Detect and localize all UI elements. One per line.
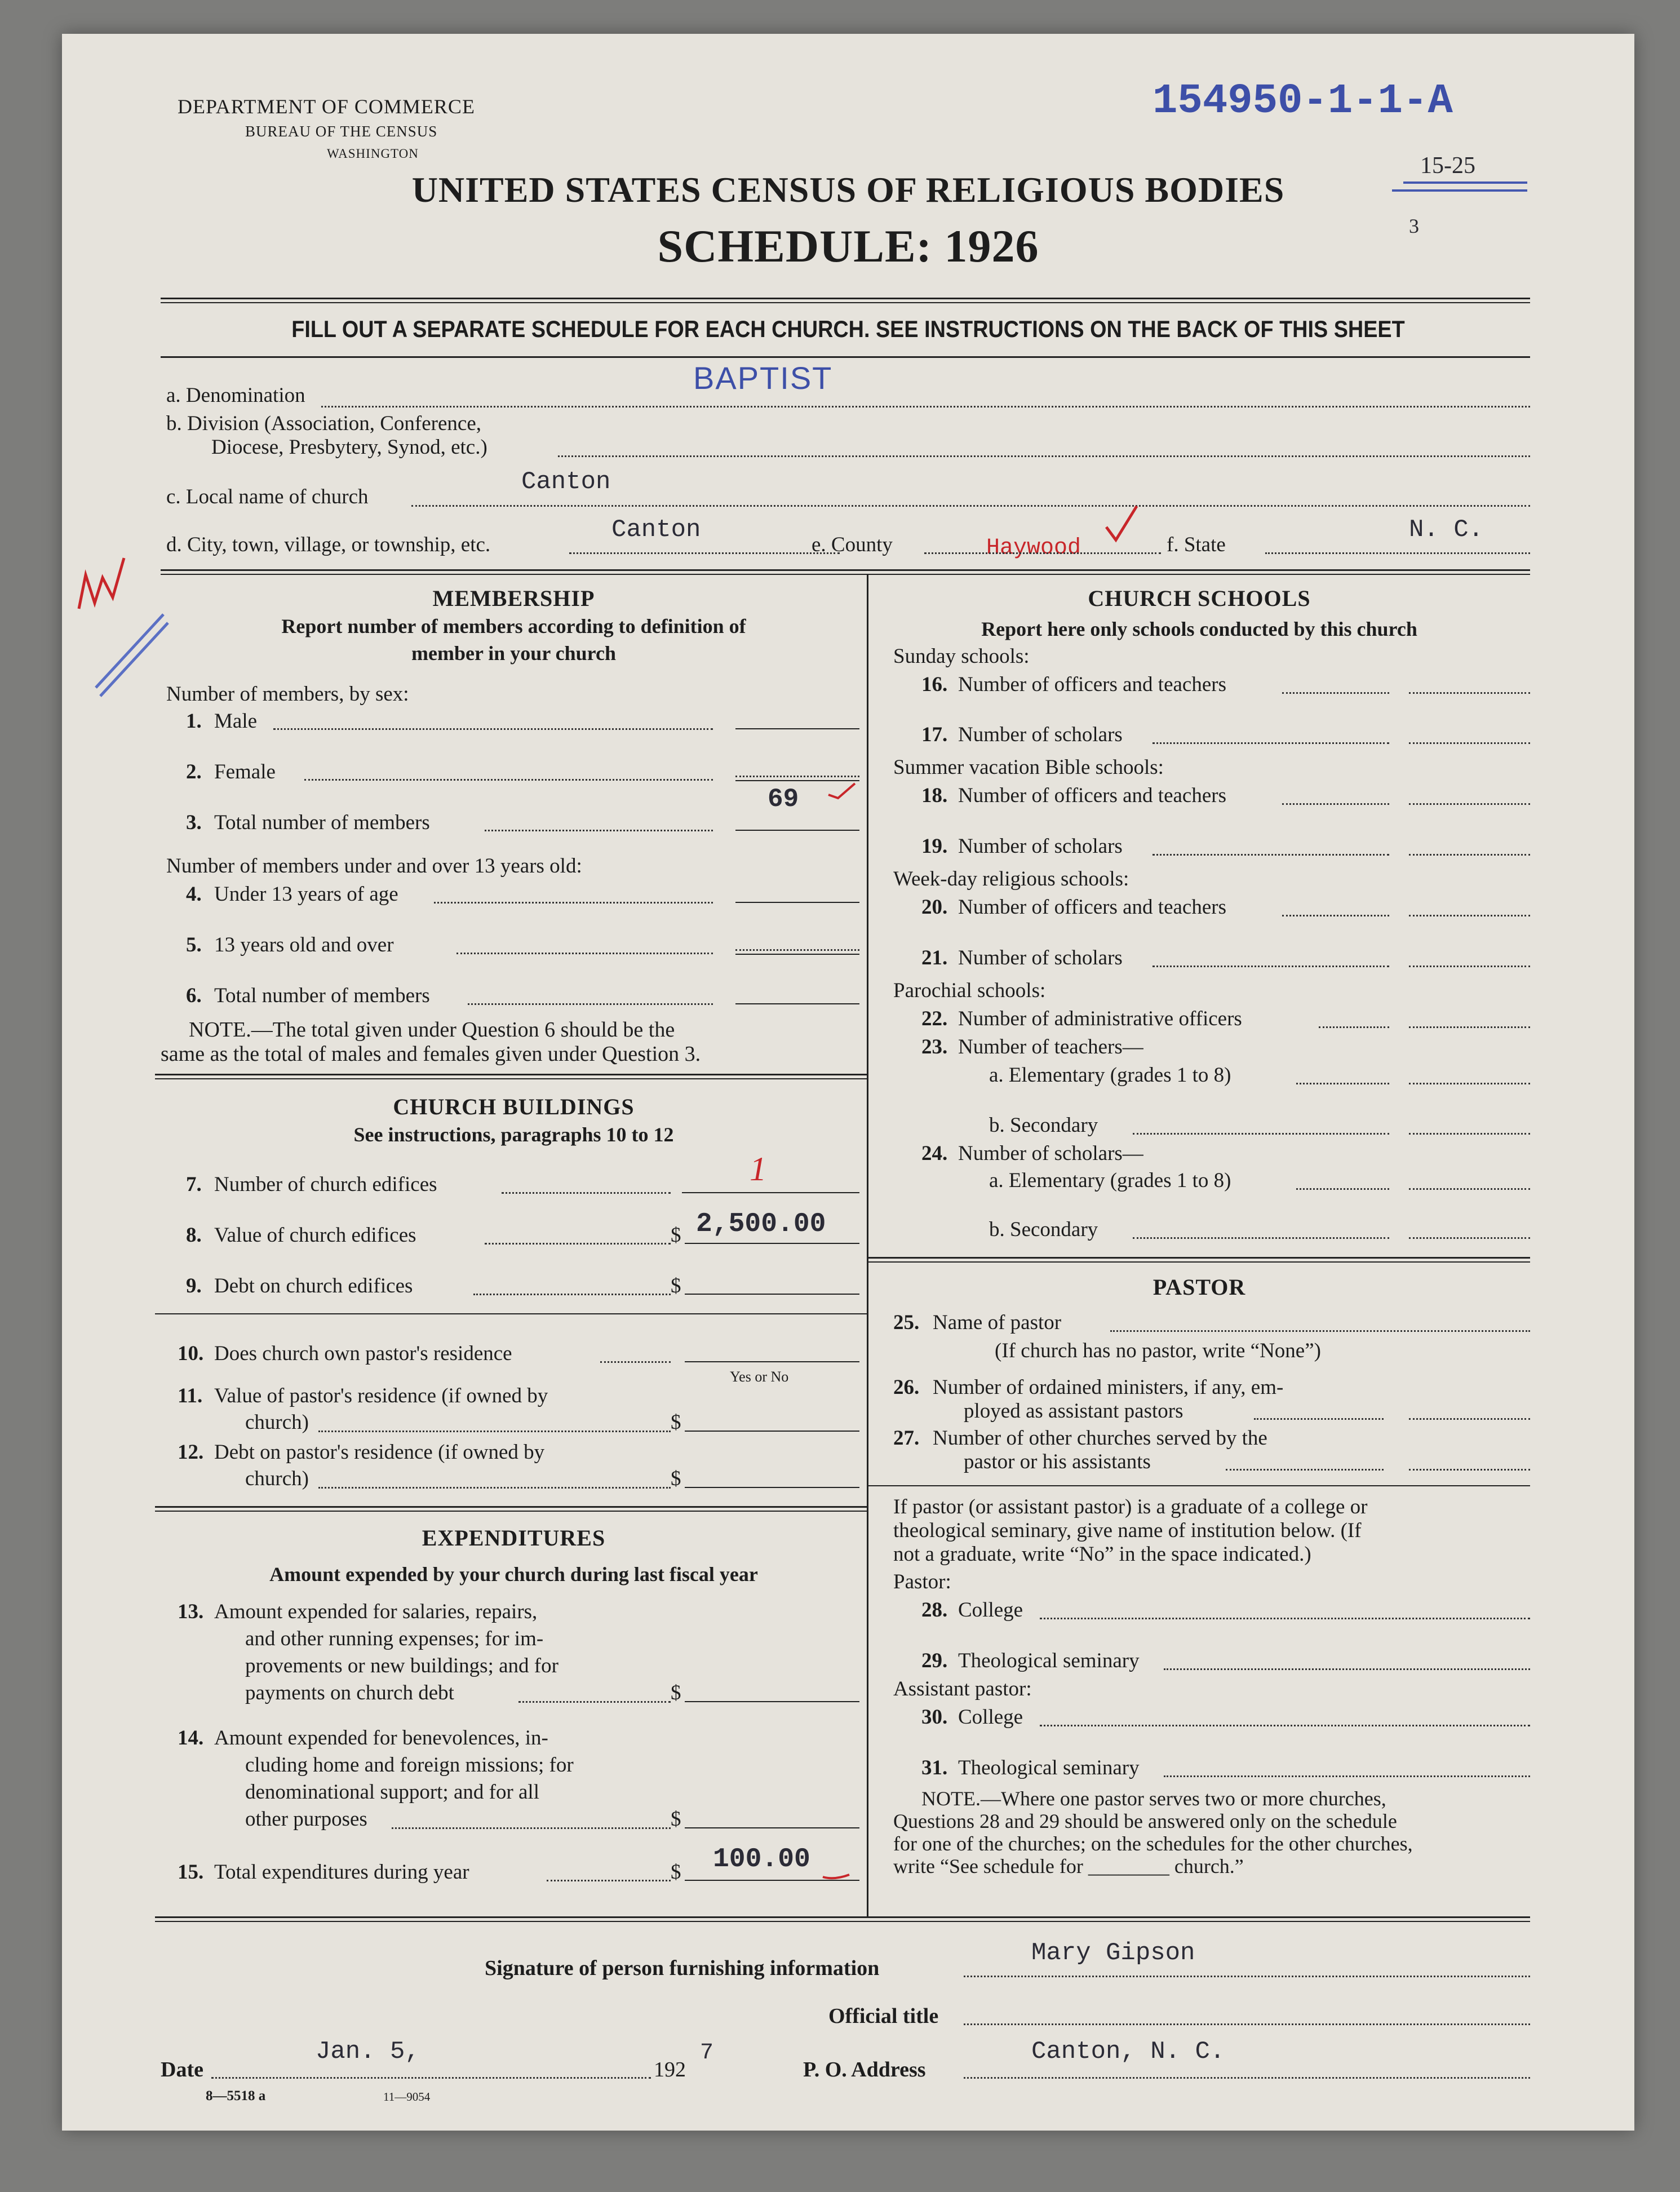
- q1-label: Male: [214, 710, 258, 733]
- q17-answer-line: [1409, 742, 1530, 744]
- q24-number: 24.: [921, 1142, 948, 1165]
- q14-line-3: denominational support; and for all: [245, 1781, 539, 1804]
- q22-number: 22.: [921, 1007, 948, 1030]
- q14-line-4: other purposes: [245, 1808, 367, 1831]
- q31-answer-line: [1164, 1775, 1530, 1777]
- q21-answer-line: [1409, 966, 1530, 967]
- q5-label: 13 years old and over: [214, 933, 394, 956]
- division-label-1: b. Division (Association, Conference,: [166, 412, 481, 435]
- q1-answer-line: [735, 728, 859, 729]
- q7-number: 7.: [186, 1173, 202, 1196]
- q20-number: 20.: [921, 896, 948, 919]
- by-sex-label: Number of members, by sex:: [166, 683, 409, 706]
- q6-label: Total number of members: [214, 984, 430, 1007]
- county-label: e. County: [812, 533, 893, 556]
- q8-value: 2,500.00: [696, 1209, 826, 1239]
- q2-label: Female: [214, 760, 276, 783]
- page-title: UNITED STATES CENSUS OF RELIGIOUS BODIES: [411, 170, 1285, 210]
- q6-number: 6.: [186, 984, 202, 1007]
- q14-number: 14.: [178, 1726, 204, 1750]
- sunday-label: Sunday schools:: [893, 645, 1030, 668]
- stamp-number: 154950-1-1-A: [1152, 78, 1453, 125]
- q24a-leader: [1296, 1188, 1389, 1190]
- q26-label-2: ployed as assistant pastors: [964, 1400, 1183, 1423]
- q31-number: 31.: [921, 1756, 948, 1779]
- q11-label-1: Value of pastor's residence (if owned by: [214, 1384, 548, 1407]
- bureau-label: BUREAU OF THE CENSUS: [245, 123, 438, 140]
- q15-number: 15.: [178, 1861, 204, 1884]
- q2-answer-line-a: [735, 776, 859, 777]
- q27-number: 27.: [893, 1427, 920, 1450]
- q25-label: Name of pastor: [933, 1311, 1062, 1334]
- q8-answer-line: [685, 1243, 859, 1244]
- denomination-label: a. Denomination: [166, 384, 305, 407]
- q13-line-4: payments on church debt: [245, 1681, 454, 1704]
- summer-label: Summer vacation Bible schools:: [893, 756, 1164, 779]
- q22-label: Number of administrative officers: [958, 1007, 1242, 1030]
- po-address-value: Canton, N. C.: [1031, 2038, 1225, 2066]
- q29-number: 29.: [921, 1649, 948, 1672]
- q24-label: Number of scholars—: [958, 1142, 1143, 1165]
- q19-answer-line: [1409, 854, 1530, 856]
- q11-answer-line: [685, 1431, 859, 1432]
- q11-leader: [318, 1431, 671, 1432]
- q7-value: 1: [750, 1150, 766, 1188]
- q15-answer-line: [685, 1880, 859, 1881]
- city-label: WASHINGTON: [327, 147, 419, 161]
- q30-number: 30.: [921, 1706, 948, 1729]
- pastor-note-1: NOTE.—Where one pastor serves two or more churches,: [921, 1787, 1386, 1810]
- weekday-label: Week-day religious schools:: [893, 867, 1129, 891]
- pastor-sub-label: Pastor:: [893, 1570, 951, 1593]
- expenditures-heading: EXPENDITURES: [422, 1525, 606, 1551]
- schools-sub: Report here only schools conducted by this church: [981, 618, 1417, 640]
- q19-leader: [1152, 854, 1389, 856]
- q15-dollar: $: [671, 1861, 681, 1884]
- q6-answer-line: [735, 1003, 859, 1004]
- q3-value: 69: [768, 785, 799, 814]
- division-line: [558, 455, 1530, 457]
- q27-answer-line: [1409, 1469, 1530, 1471]
- expenditures-sub: Amount expended by your church during last fiscal year: [269, 1563, 758, 1586]
- q11-dollar: $: [671, 1411, 681, 1434]
- q5-leader: [456, 953, 713, 954]
- q9-answer-line: [685, 1294, 859, 1295]
- q17-label: Number of scholars: [958, 723, 1123, 746]
- q7-answer-line: [682, 1192, 859, 1193]
- q30-answer-line: [1040, 1725, 1530, 1726]
- q14-leader: [392, 1827, 671, 1829]
- q18-label: Number of officers and teachers: [958, 784, 1226, 807]
- city-value: Canton: [611, 516, 701, 544]
- rule-bottom-2: [155, 1921, 1530, 1922]
- q14-dollar: $: [671, 1808, 681, 1831]
- q24-elementary-label: a. Elementary (grades 1 to 8): [989, 1169, 1231, 1192]
- q27-label-1: Number of other churches served by the: [933, 1427, 1267, 1450]
- q24-secondary-label: b. Secondary: [989, 1218, 1098, 1241]
- q4-number: 4.: [186, 883, 202, 906]
- q4-label: Under 13 years of age: [214, 883, 398, 906]
- rule-top-1: [161, 298, 1530, 299]
- official-title-label: Official title: [828, 2004, 939, 2028]
- q25-number: 25.: [893, 1311, 920, 1334]
- q13-number: 13.: [178, 1600, 204, 1623]
- q23b-leader: [1133, 1133, 1389, 1135]
- q9-dollar: $: [671, 1274, 681, 1298]
- print-code: 11—9054: [383, 2090, 431, 2104]
- parochial-label: Parochial schools:: [893, 979, 1046, 1002]
- q24a-answer-line: [1409, 1188, 1530, 1190]
- denomination-value: BAPTIST: [693, 360, 833, 396]
- rule-top-2: [161, 302, 1530, 303]
- membership-note-2: same as the total of males and females given under Question 3.: [161, 1042, 701, 1066]
- county-line: [924, 552, 1161, 554]
- q20-leader: [1282, 915, 1389, 916]
- denomination-line: [321, 406, 1530, 408]
- q8-dollar: $: [671, 1224, 681, 1247]
- q25-note: (If church has no pastor, write “None”): [995, 1339, 1321, 1362]
- schools-heading: CHURCH SCHOOLS: [1088, 586, 1311, 611]
- rule-bottom-1: [155, 1916, 1530, 1918]
- pastor-note-2: Questions 28 and 29 should be answered only on the schedule: [893, 1810, 1397, 1832]
- q8-number: 8.: [186, 1224, 202, 1247]
- date-value: Jan. 5,: [316, 2038, 420, 2066]
- q23-elementary-label: a. Elementary (grades 1 to 8): [989, 1064, 1231, 1087]
- grad-instruction-1: If pastor (or assistant pastor) is a graduate of a college or: [893, 1495, 1368, 1518]
- q9-leader: [473, 1294, 671, 1295]
- q24b-answer-line: [1409, 1237, 1530, 1239]
- membership-heading: MEMBERSHIP: [432, 586, 595, 611]
- q23-label: Number of teachers—: [958, 1035, 1143, 1059]
- q26-number: 26.: [893, 1376, 920, 1399]
- q28-number: 28.: [921, 1598, 948, 1622]
- q12-number: 12.: [178, 1441, 204, 1464]
- by-age-label: Number of members under and over 13 years old:: [166, 854, 582, 878]
- q25-answer-line: [1110, 1330, 1530, 1332]
- q29-answer-line: [1164, 1668, 1530, 1670]
- pastor-note-4: write “See schedule for ________ church.”: [893, 1855, 1244, 1877]
- state-value: N. C.: [1409, 516, 1484, 544]
- q20-label: Number of officers and teachers: [958, 896, 1226, 919]
- rule-buildings-mid: [155, 1313, 867, 1314]
- q26-answer-line: [1409, 1418, 1530, 1420]
- rule-ident-1: [161, 569, 1530, 571]
- q15-value: 100.00: [713, 1844, 810, 1875]
- signature-line: [964, 1976, 1530, 1977]
- q15-leader: [547, 1880, 671, 1881]
- q7-leader: [502, 1192, 671, 1194]
- q10-label: Does church own pastor's residence: [214, 1342, 512, 1365]
- q30-label: College: [958, 1706, 1023, 1729]
- county-value: Haywood: [986, 535, 1081, 561]
- year-prefix: 192: [654, 2058, 686, 2082]
- q10-answer-line: [685, 1361, 859, 1362]
- q4-leader: [434, 902, 713, 904]
- page-subtitle: SCHEDULE: 1926: [657, 220, 1039, 272]
- local-name-value: Canton: [521, 468, 611, 496]
- q9-number: 9.: [186, 1274, 202, 1298]
- q29-label: Theological seminary: [958, 1649, 1140, 1672]
- q26-label-1: Number of ordained ministers, if any, em-: [933, 1376, 1284, 1399]
- q6-leader: [468, 1003, 713, 1005]
- q16-answer-line: [1409, 692, 1530, 694]
- q12-label-1: Debt on pastor's residence (if owned by: [214, 1441, 545, 1464]
- q2-leader: [304, 779, 713, 781]
- q1-number: 1.: [186, 710, 202, 733]
- column-divider: [867, 575, 868, 1918]
- rule-ident-2: [161, 574, 1530, 575]
- q4-answer-line: [735, 902, 859, 903]
- code-top: 15-25: [1420, 153, 1475, 179]
- q7-label: Number of church edifices: [214, 1173, 437, 1196]
- q20-answer-line: [1409, 915, 1530, 916]
- q21-label: Number of scholars: [958, 946, 1123, 969]
- membership-note-1: NOTE.—The total given under Question 6 should be the: [189, 1018, 675, 1042]
- q5-number: 5.: [186, 933, 202, 956]
- signature-label: Signature of person furnishing information: [485, 1956, 880, 1980]
- q19-number: 19.: [921, 835, 948, 858]
- q13-leader: [518, 1701, 671, 1703]
- q26-leader: [1254, 1418, 1384, 1420]
- q23b-answer-line: [1409, 1133, 1530, 1135]
- q12-answer-line: [685, 1487, 859, 1488]
- rule-buildings-2: [155, 1511, 867, 1512]
- q28-label: College: [958, 1598, 1023, 1622]
- q22-leader: [1319, 1026, 1389, 1028]
- official-title-line: [964, 2023, 1530, 2025]
- q24b-leader: [1133, 1237, 1389, 1239]
- department-label: DEPARTMENT OF COMMERCE: [178, 95, 475, 118]
- q18-leader: [1282, 803, 1389, 805]
- q12-leader: [318, 1487, 671, 1489]
- po-address-label: P. O. Address: [803, 2058, 926, 2082]
- q28-answer-line: [1040, 1618, 1530, 1619]
- rule-membership-1: [155, 1074, 867, 1075]
- q14-answer-line: [685, 1827, 859, 1828]
- q3-check-mark: [826, 779, 859, 801]
- q9-label: Debt on church edifices: [214, 1274, 413, 1298]
- city-label: d. City, town, village, or township, etc.: [166, 533, 491, 556]
- year-suffix: 7: [700, 2040, 714, 2066]
- q19-label: Number of scholars: [958, 835, 1123, 858]
- rule-schools-1: [868, 1257, 1530, 1259]
- q1-leader: [273, 728, 713, 730]
- county-check-mark: [1102, 502, 1141, 547]
- rule-membership-2: [155, 1078, 867, 1079]
- date-line: [211, 2077, 651, 2079]
- q3-leader: [485, 830, 713, 831]
- q27-label-2: pastor or his assistants: [964, 1450, 1151, 1473]
- q27-leader: [1226, 1469, 1384, 1471]
- q13-dollar: $: [671, 1681, 681, 1704]
- q23a-answer-line: [1409, 1083, 1530, 1084]
- q15-label: Total expenditures during year: [214, 1861, 469, 1884]
- rule-top-3: [161, 356, 1530, 358]
- grad-instruction-2: theological seminary, give name of institution below. (If: [893, 1519, 1362, 1542]
- buildings-heading: CHURCH BUILDINGS: [393, 1094, 635, 1119]
- q17-leader: [1152, 742, 1389, 744]
- q14-line-2: cluding home and foreign missions; for: [245, 1753, 574, 1777]
- local-name-line: [411, 505, 1530, 507]
- q8-label: Value of church edifices: [214, 1224, 416, 1247]
- q16-label: Number of officers and teachers: [958, 673, 1226, 696]
- local-name-label: c. Local name of church: [166, 485, 369, 508]
- q13-line-3: provements or new buildings; and for: [245, 1654, 558, 1677]
- q10-leader: [600, 1361, 671, 1363]
- form-code: 8—5518 a: [206, 2088, 266, 2104]
- q31-label: Theological seminary: [958, 1756, 1140, 1779]
- q23-number: 23.: [921, 1035, 948, 1059]
- state-line: [1265, 552, 1530, 554]
- state-label: f. State: [1167, 533, 1226, 556]
- city-line: [569, 552, 840, 554]
- q3-number: 3.: [186, 811, 202, 834]
- q10-number: 10.: [178, 1342, 204, 1365]
- q18-number: 18.: [921, 784, 948, 807]
- q5-answer-line-a: [735, 949, 859, 951]
- q14-line-1: Amount expended for benevolences, in-: [214, 1726, 548, 1750]
- q15-red-mark: [820, 1860, 854, 1883]
- rule-buildings-1: [155, 1506, 867, 1508]
- q13-answer-line: [685, 1701, 859, 1702]
- buildings-sub: See instructions, paragraphs 10 to 12: [353, 1123, 674, 1146]
- q12-dollar: $: [671, 1467, 681, 1490]
- q22-answer-line: [1409, 1026, 1530, 1028]
- q16-leader: [1282, 692, 1389, 694]
- fill-instruction: FILL OUT A SEPARATE SCHEDULE FOR EACH CHURCH. SEE INSTRUCTIONS ON THE BACK OF THIS SHEET: [291, 316, 1405, 342]
- q3-answer-line: [735, 830, 859, 831]
- date-label: Date: [161, 2058, 203, 2082]
- q23a-leader: [1296, 1083, 1389, 1084]
- yes-no-hint: Yes or No: [730, 1369, 789, 1385]
- signature-value: Mary Gipson: [1031, 1939, 1195, 1967]
- grad-instruction-3: not a graduate, write “No” in the space indicated.): [893, 1543, 1311, 1566]
- po-address-line: [964, 2077, 1530, 2079]
- q21-leader: [1152, 966, 1389, 967]
- q11-number: 11.: [178, 1384, 203, 1407]
- rule-pastor-mid: [868, 1485, 1530, 1486]
- q21-number: 21.: [921, 946, 948, 969]
- q13-line-2: and other running expenses; for im-: [245, 1627, 544, 1650]
- pastor-heading: PASTOR: [1152, 1274, 1246, 1300]
- q16-number: 16.: [921, 673, 948, 696]
- q3-label: Total number of members: [214, 811, 430, 834]
- division-label-2: Diocese, Presbytery, Synod, etc.): [211, 436, 487, 459]
- rule-schools-2: [868, 1261, 1530, 1263]
- census-schedule-sheet: [62, 34, 1634, 2131]
- membership-intro-1: Report number of members according to definition of: [281, 615, 746, 637]
- q18-answer-line: [1409, 803, 1530, 805]
- q11-label-2: church): [245, 1411, 309, 1434]
- membership-intro-2: member in your church: [411, 642, 616, 665]
- q13-line-1: Amount expended for salaries, repairs,: [214, 1600, 538, 1623]
- assistant-pastor-label: Assistant pastor:: [893, 1677, 1032, 1701]
- code-bottom: 3: [1409, 215, 1419, 237]
- q5-answer-line: [735, 954, 859, 955]
- q23-secondary-label: b. Secondary: [989, 1114, 1098, 1137]
- q2-number: 2.: [186, 760, 202, 783]
- q12-label-2: church): [245, 1467, 309, 1490]
- q17-number: 17.: [921, 723, 948, 746]
- pastor-note-3: for one of the churches; on the schedules for the other churches,: [893, 1832, 1413, 1855]
- q8-leader: [485, 1243, 671, 1245]
